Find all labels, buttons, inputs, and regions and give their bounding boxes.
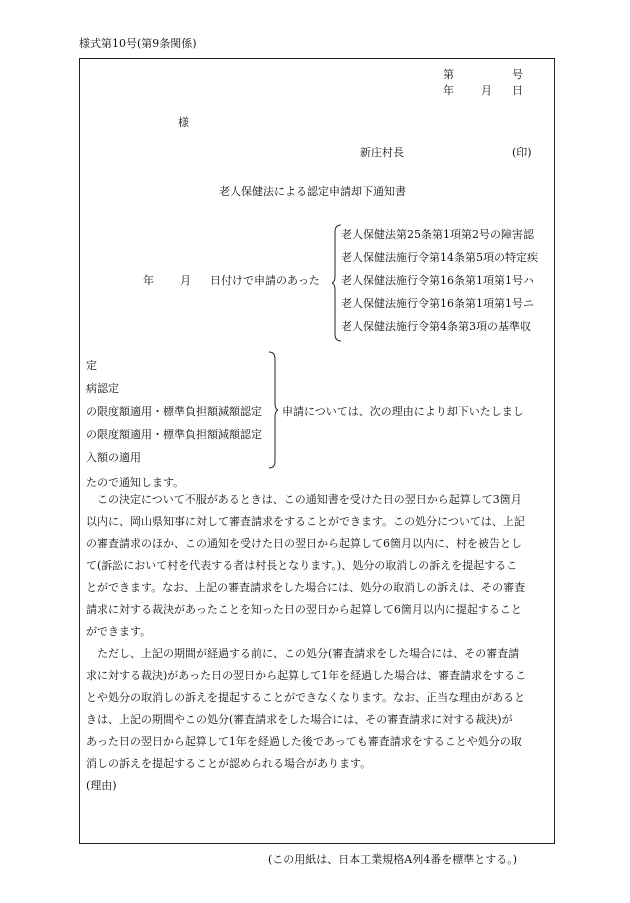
paragraph-1-line: て(訴訟において村を代表する者は村長となります。)、処分の取消しの訴えを提起するこ — [86, 559, 518, 572]
legal-basis-ending: の限度額適用・標準負担額減額認定 — [86, 428, 262, 441]
form-frame — [79, 58, 555, 844]
legal-basis-item: 老人保健法第25条第1項第2号の障害認 — [341, 228, 534, 241]
paragraph-2-line: きは、上記の期間やこの処分(審査請求をした場合には、その審査請求に対する裁決)が — [86, 713, 513, 726]
paragraph-2-line: 求に対する裁決)があった日の翌日から起算して1年を経過した場合は、審査請求をするこ — [86, 669, 527, 682]
legal-basis-item: 老人保健法施行令第14条第5項の特定疾 — [341, 251, 538, 264]
paragraph-1-line: この決定について不服があるときは、この通知書を受けた日の翌日から起算して3箇月 — [97, 493, 522, 506]
paragraph-1-line: の審査請求のほか、この通知を受けた日の翌日から起算して6箇月以内に、村を被告とし — [86, 537, 522, 550]
issuer-name: 新庄村長 — [360, 146, 404, 159]
date-year: 年 — [443, 84, 454, 97]
date-day: 日 — [512, 84, 523, 97]
paragraph-1-line: 請求に対する裁決があったことを知った日の翌日から起算して6箇月以内に提起すること — [86, 603, 522, 616]
paragraph-1-line: 以内に、岡山県知事に対して審査請求をすることができます。この処分については、上記 — [86, 515, 525, 528]
page-title: 老人保健法による認定申請却下通知書 — [219, 185, 406, 198]
paragraph-1-line: とができます。なお、上記の審査請求をした場合には、処分の取消しの訴えは、その審査 — [86, 581, 526, 594]
reason-label-visible: (理由) — [86, 779, 117, 792]
legal-basis-ending: 病認定 — [86, 382, 119, 395]
application-text: 日付けで申請のあった — [210, 274, 320, 287]
legal-basis-ending: の限度額適用・標準負担額減額認定 — [86, 405, 262, 418]
addressee-suffix: 様 — [178, 116, 189, 129]
number-suffix: 号 — [512, 68, 523, 81]
legal-basis-ending: 入額の適用 — [86, 451, 141, 464]
legal-basis-ending: 定 — [86, 359, 97, 372]
paragraph-2-line: 消しの訴えを提起することが認められる場合があります。 — [86, 757, 372, 770]
legal-basis-item: 老人保健法施行令第4条第3項の基準収 — [341, 320, 531, 333]
notice-end: たので通知します。 — [86, 476, 185, 489]
legal-basis-item: 老人保健法施行令第16条第1項第1号ニ — [341, 297, 534, 310]
paragraph-2-line: ただし、上記の期間が経過する前に、この処分(審査請求をした場合には、その審査請 — [97, 647, 520, 660]
paragraph-2-line: とや処分の取消しの訴えを提起することができなくなります。なお、正当な理由があると — [86, 691, 526, 704]
footer-note: (この用紙は、日本工業規格A列4番を標準とする。) — [268, 853, 518, 866]
application-month: 月 — [180, 274, 191, 287]
paragraph-2-line: あった日の翌日から起算して1年を経過した後であっても審査請求をすることや処分の取 — [86, 735, 522, 748]
date-month: 月 — [481, 84, 492, 97]
legal-basis-item: 老人保健法施行令第16条第1項第1号ハ — [341, 274, 534, 287]
form-number: 様式第10号(第9条関係) — [79, 37, 197, 50]
paragraph-1-line: ができます。 — [86, 625, 152, 638]
rejection-text: 申請については、次の理由により却下いたしまし — [282, 405, 524, 418]
issuer-seal: (印) — [512, 146, 532, 159]
legal-basis-brace-right — [268, 351, 278, 469]
number-prefix: 第 — [443, 68, 454, 81]
application-year: 年 — [143, 274, 154, 287]
